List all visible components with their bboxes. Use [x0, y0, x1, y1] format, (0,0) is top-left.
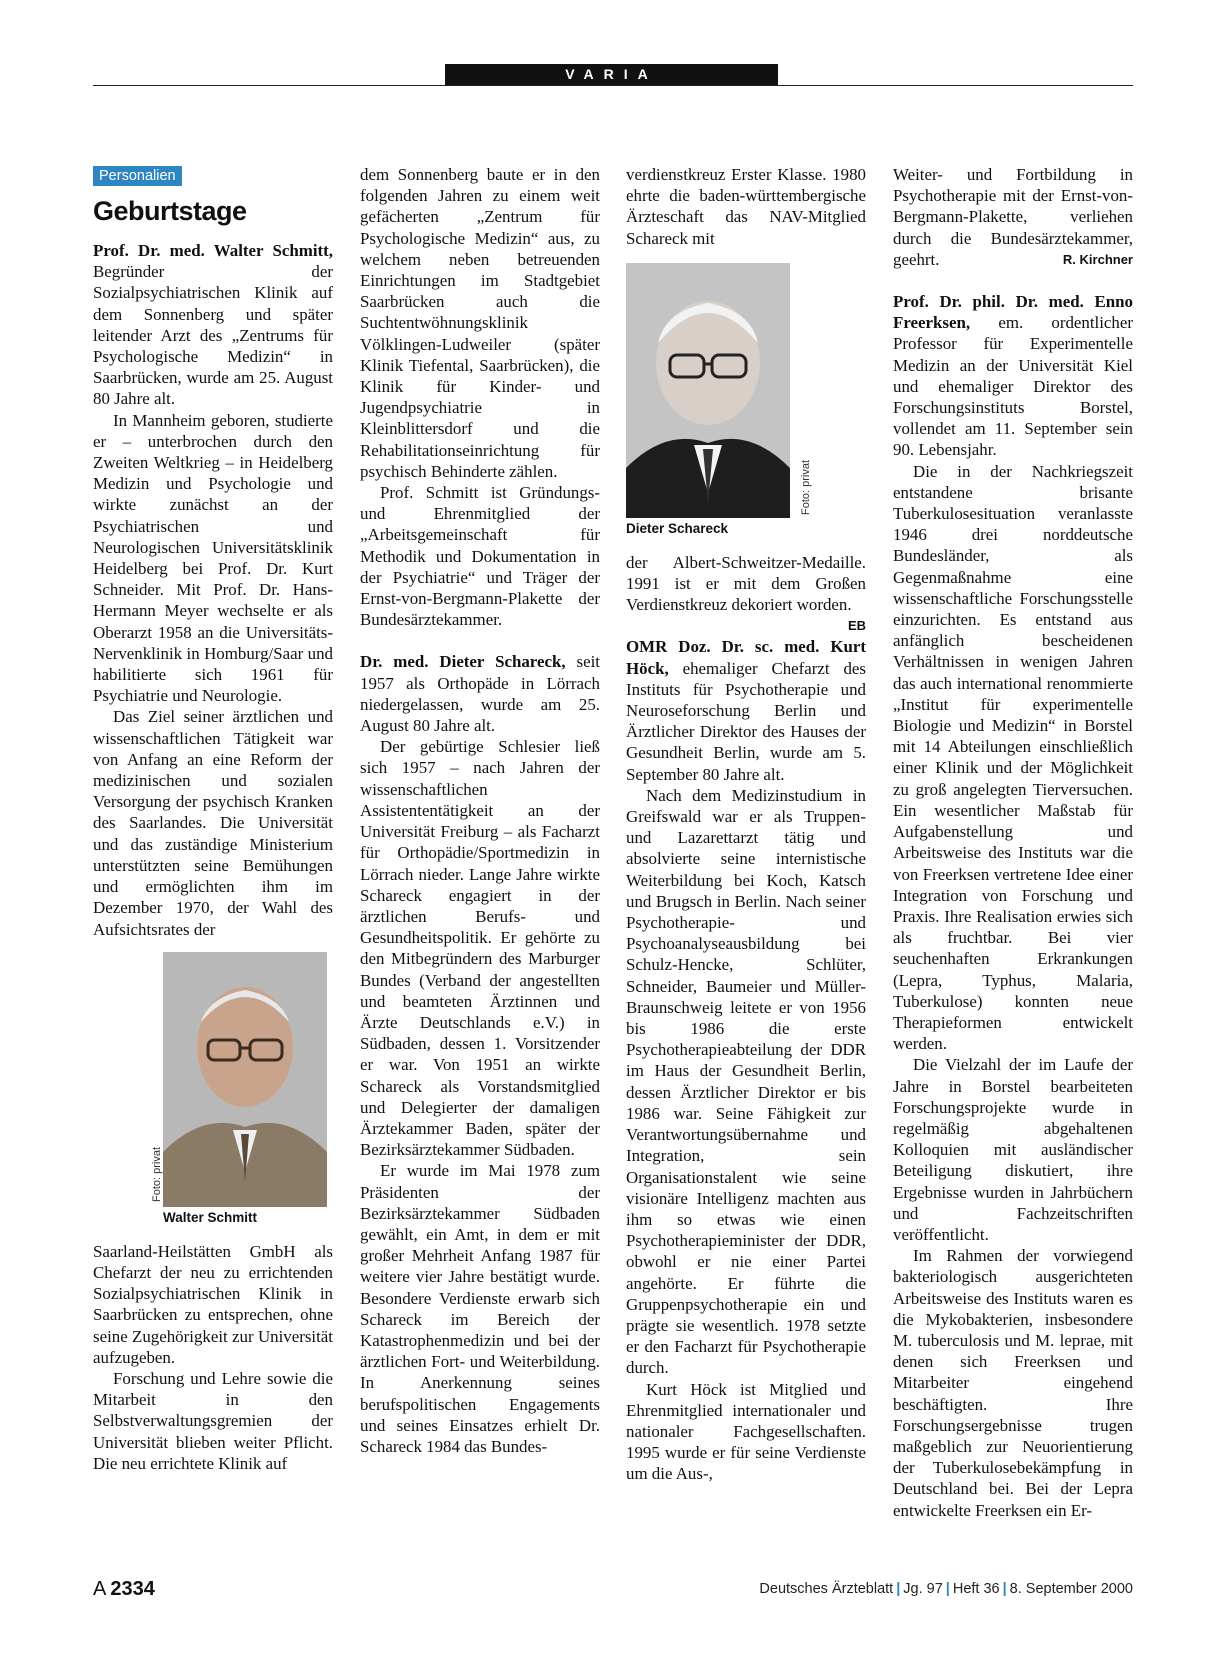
column-3	[626, 164, 866, 1485]
paragraph: Saarland-Heilstätten GmbH als Chefarzt der neu zu errichtenden Sozialpsychiatrischen Klinik in Saarbrücken zu entsprechen, ohne seine Zugehörigkeit zur Universität aufzugeben.	[93, 1241, 333, 1367]
journal-date: 8. September 2000	[1009, 1581, 1133, 1597]
paragraph: Das Ziel seiner ärztlichen und wissenschaftlichen Tätigkeit war von Anfang an eine Reform der medizinischen und sozialen Versorgung der psychisch Kranken des Saarlandes. Die Universität und das zuständige Ministerium unterstützten seine Bemühungen und ermöglichten ihm im Dezember 1970, der Wahl des Aufsichtsrates der	[93, 707, 333, 939]
separator: |	[1002, 1581, 1007, 1597]
paragraph-text: der Albert-Schweitzer-Medaille. 1991 ist er mit dem Großen Verdienstkreuz dekoriert worden.	[626, 552, 866, 615]
paragraph: In Mannheim geboren, studierte er – unterbrochen durch den Zweiten Weltkrieg – in Heidelberg Medizin und Psychologie und wirkte zunächst an der Psychiatrischen und Neurologischen Universitätsklinik Heidelberg bei Prof. Dr. Kurt Schneider. Mit Prof. Dr. Hans-Hermann Meyer wechselte er als Oberarzt 1958 an die Universitäts-Nervenklinik in Homburg/Saar und habilitierte sich 1961 für Psychiatrie und Neurologie.	[93, 410, 333, 706]
rubric-label: Personalien	[93, 166, 182, 186]
separator: |	[945, 1581, 950, 1597]
page-headline: Geburtstage	[93, 196, 247, 226]
page-number-value: 2334	[110, 1578, 155, 1600]
paragraph: Der gebürtige Schlesier ließ sich 1957 – nach Jahren der wissenschaftlichen Assistententätigkeit an der Universität Freiburg – als Facharzt für Orthopädie/Sportmedizin in Lörrach nieder. Lange Jahre wirkte Schareck engagiert in der ärztlichen Berufs- und Gesundheitspolitik. Er gehörte zu den Mitbegründern des Marburger Bundes (Verband der angestellten und beamteten Ärztinnen und Ärzte Deutschlands e.V.) in Südbaden, dessen 1. Vorsitzender er war. Von 1951 an wirkte Schareck als Vorstandsmitglied und Delegierter der damaligen Ärztekammer Baden, später der Bezirksärztekammer Südbaden.	[360, 737, 600, 1160]
paragraph: Er wurde im Mai 1978 zum Präsidenten der Bezirksärztekammer Südbaden gewählt, ein Amt, in dem er mit großer Mehrheit Anfang 1987 für weitere vier Jahre bestätigt wurde. Besondere Verdienste erwarb sich Schareck im Bereich der Katastrophenmedizin und bei der ärztlichen Fort- und Weiterbildung. In Anerkennung seines berufspolitischen Engagements und seines Einsatzes erhielt Dr. Schareck 1984 das Bundes-	[360, 1161, 600, 1456]
photo-figure-schareck	[626, 263, 812, 538]
page-prefix: A	[93, 1578, 107, 1600]
paragraph: Die in der Nachkriegszeit entstandene brisante Tuberkulosesituation veranlasste 1946 drei norddeutsche Bundesländer, als Gegenmaßnahme eine wissenschaftliche Forschungsstelle einzurichten. Es entstand aus anfänglich bescheidenen Verhältnissen in wenigen Jahren das auch international renommierte „Institut für experimentelle Biologie und Medizin“ in Borstel mit 14 Abteilungen einschließlich einer Klinik und der Möglichkeit zu groß angelegten Tierversuchen. Ein wesentlicher Maßstab für Aufgabenstellung und Arbeitsweise des Instituts war die von Freerksen vertretene Idee einer Integration von Forschung und Praxis. Ihre Realisation erwies sich als fruchtbar. Bei vier seuchenhaften Erkrankungen (Lepra, Typhus, Malaria, Tuberkulose) konnten neue Therapieformen entwickelt werden.	[893, 461, 1133, 1054]
article-schareck-lead	[360, 651, 600, 736]
article-hoeck-lead	[626, 636, 866, 784]
paragraph: Kurt Höck ist Mitglied und Ehrenmitglied internationaler und nationaler Fachgesellschaften. 1995 wurde er für seine Verdienste um die Aus-,	[626, 1379, 866, 1484]
author-signature: R. Kirchner	[1062, 251, 1133, 267]
paragraph: Prof. Schmitt ist Gründungs- und Ehrenmitglied der „Arbeitsgemeinschaft für Methodik und Dokumentation in der Psychiatrie“ und Träger der Ernst-von-Bergmann-Plakette der Bundesärztekammer.	[360, 483, 600, 630]
paragraph: Im Rahmen der vorwiegend bakteriologisch ausgerichteten Arbeitsweise des Instituts waren es die Mykobakterien, insbesondere M. tuberculosis und M. leprae, mit denen sich Freerksen und Mitarbeiter eingehend beschäftigten. Ihre Forschungsergebnisse trugen maßgeblich zur Neuorientierung der Tuberkulosebekämpfung in Deutschland bei. Bei der Lepra entwickelte Freerksen ein Er-	[893, 1246, 1133, 1520]
portrait-photo-schmitt	[163, 952, 327, 1207]
photo-caption: Walter Schmitt	[163, 1209, 258, 1225]
person-name-freerksen: Prof. Dr. phil. Dr. med. Enno Freerksen,	[893, 292, 1133, 333]
person-name-schmitt: Prof. Dr. med. Walter Schmitt,	[93, 241, 333, 260]
column-2	[360, 164, 600, 1457]
column-4	[893, 164, 1133, 1521]
photo-caption: Dieter Schareck	[626, 520, 729, 536]
journal-volume: Jg. 97	[903, 1581, 943, 1597]
paragraph: dem Sonnenberg baute er in den folgenden Jahren zu einem weit gefächerten „Zentrum für Psychologische Medizin“ aus, zu welchem neben betreuenden Einrichtungen im Stadtgebiet Saarbrücken auch die Suchtentwöhnungsklinik Völklingen-Ludweiler (später Klinik Tiefental, Saarbrücken), die Klinik für Kinder- und Jugendpsychiatrie in Kleinblittersdorf und die Rehabilitationseinrichtung für psychisch Behinderte zählen.	[360, 165, 600, 481]
portrait-illustration	[626, 263, 790, 518]
paragraph-text: Weiter- und Fortbildung in Psychotherapie mit der Ernst-von-Bergmann-Plakette, verliehen durch die Bundesärztekammer, geehrt.	[893, 165, 1133, 269]
journal-issue: Heft 36	[952, 1581, 1000, 1597]
lead-text: seit 1957 als Orthopäde in Lörrach niedergelassen, wurde am 25. August 80 Jahre alt.	[360, 652, 601, 736]
journal-footer	[759, 1581, 1133, 1597]
column-1	[93, 164, 333, 1474]
lead-text: Begründer der Sozialpsychiatrischen Klinik auf dem Sonnenberg und später leitender Arzt des „Zentrums für Psychologische Medizin“ in Saarbrücken, wurde am 25. August 80 Jahre alt.	[93, 262, 333, 409]
paragraph	[893, 164, 1133, 270]
photo-credit: Foto: privat	[151, 1146, 163, 1202]
journal-name: Deutsches Ärzteblatt	[759, 1581, 894, 1597]
person-name-schareck: Dr. med. Dieter Schareck,	[360, 652, 566, 672]
paragraph: Die Vielzahl der im Laufe der Jahre in Borstel bearbeiteten Forschungsprojekte wurde in regelmäßig abgehaltenen Kolloquien mit ausländischer Beteiligung diskutiert, ihre Ergebnisse wurden in Jahrbüchern und Fachzeitschriften veröffentlicht.	[893, 1055, 1133, 1244]
section-header-varia: VARIA	[445, 64, 778, 85]
photo-figure-schmitt	[151, 952, 327, 1227]
lead-text: ehemaliger Chefarzt des Instituts für Psychotherapie und Neuroseforschung Berlin und Ärztlicher Direktor des Hauses der Gesundheit Berlin, wurde am 5. September 80 Jahre alt.	[626, 658, 866, 784]
article-schmitt-lead	[93, 240, 333, 410]
portrait-photo-schareck	[626, 263, 790, 518]
paragraph: verdienstkreuz Erster Klasse. 1980 ehrte die baden-württembergische Ärzteschaft das NAV-Mitglied Schareck mit	[626, 165, 866, 248]
paragraph	[626, 552, 866, 634]
person-name-hoeck: OMR Doz. Dr. sc. med. Kurt Höck,	[626, 637, 866, 678]
photo-credit: Foto: privat	[800, 459, 812, 515]
paragraph: Forschung und Lehre sowie die Mitarbeit in den Selbstverwaltungsgremien der Universität blieben weiter Pflicht. Die neu errichtete Klinik auf	[93, 1368, 333, 1473]
lead-text: em. ordentlicher Professor für Experimentelle Medizin an der Universität Kiel und ehemaliger Direktor des Forschungsinstituts Borstel, vollendet am 11. September sein 90. Lebensjahr.	[893, 313, 1133, 460]
paragraph: Nach dem Medizinstudium in Greifswald war er als Truppen- und Lazarettarzt tätig und absolvierte seine internistische Weiterbildung bei Koch, Katsch und Brugsch in Berlin. Nach seiner Psychotherapie- und Psychoanalyseausbildung bei Schulz-Hencke, Schlüter, Schneider, Baumeier und Müller-Braunschweig leitete er von 1956 bis 1986 die erste Psychotherapieabteilung der DDR im Haus der Gesundheit Berlin, dessen Ärztlicher Direktor er bis 1986 war. Seine Fähigkeit zur Verantwortungsübernahme und Integration, sein Organisationstalent wie seine visionäre Intelligenz machten aus ihm so etwas wie einen Psychotherapieminister der DDR, obwohl er nie einer Partei angehörte. Er führte die Gruppenpsychotherapie ein und prägte sie wesentlich. 1978 setzte er den Facharzt für Psychotherapie durch.	[626, 785, 866, 1378]
separator: |	[896, 1581, 901, 1597]
page-number	[93, 1578, 155, 1601]
article-freerksen-lead	[893, 291, 1133, 461]
portrait-illustration	[163, 952, 327, 1207]
header-rule	[93, 85, 1133, 86]
author-signature: EB	[847, 618, 866, 634]
